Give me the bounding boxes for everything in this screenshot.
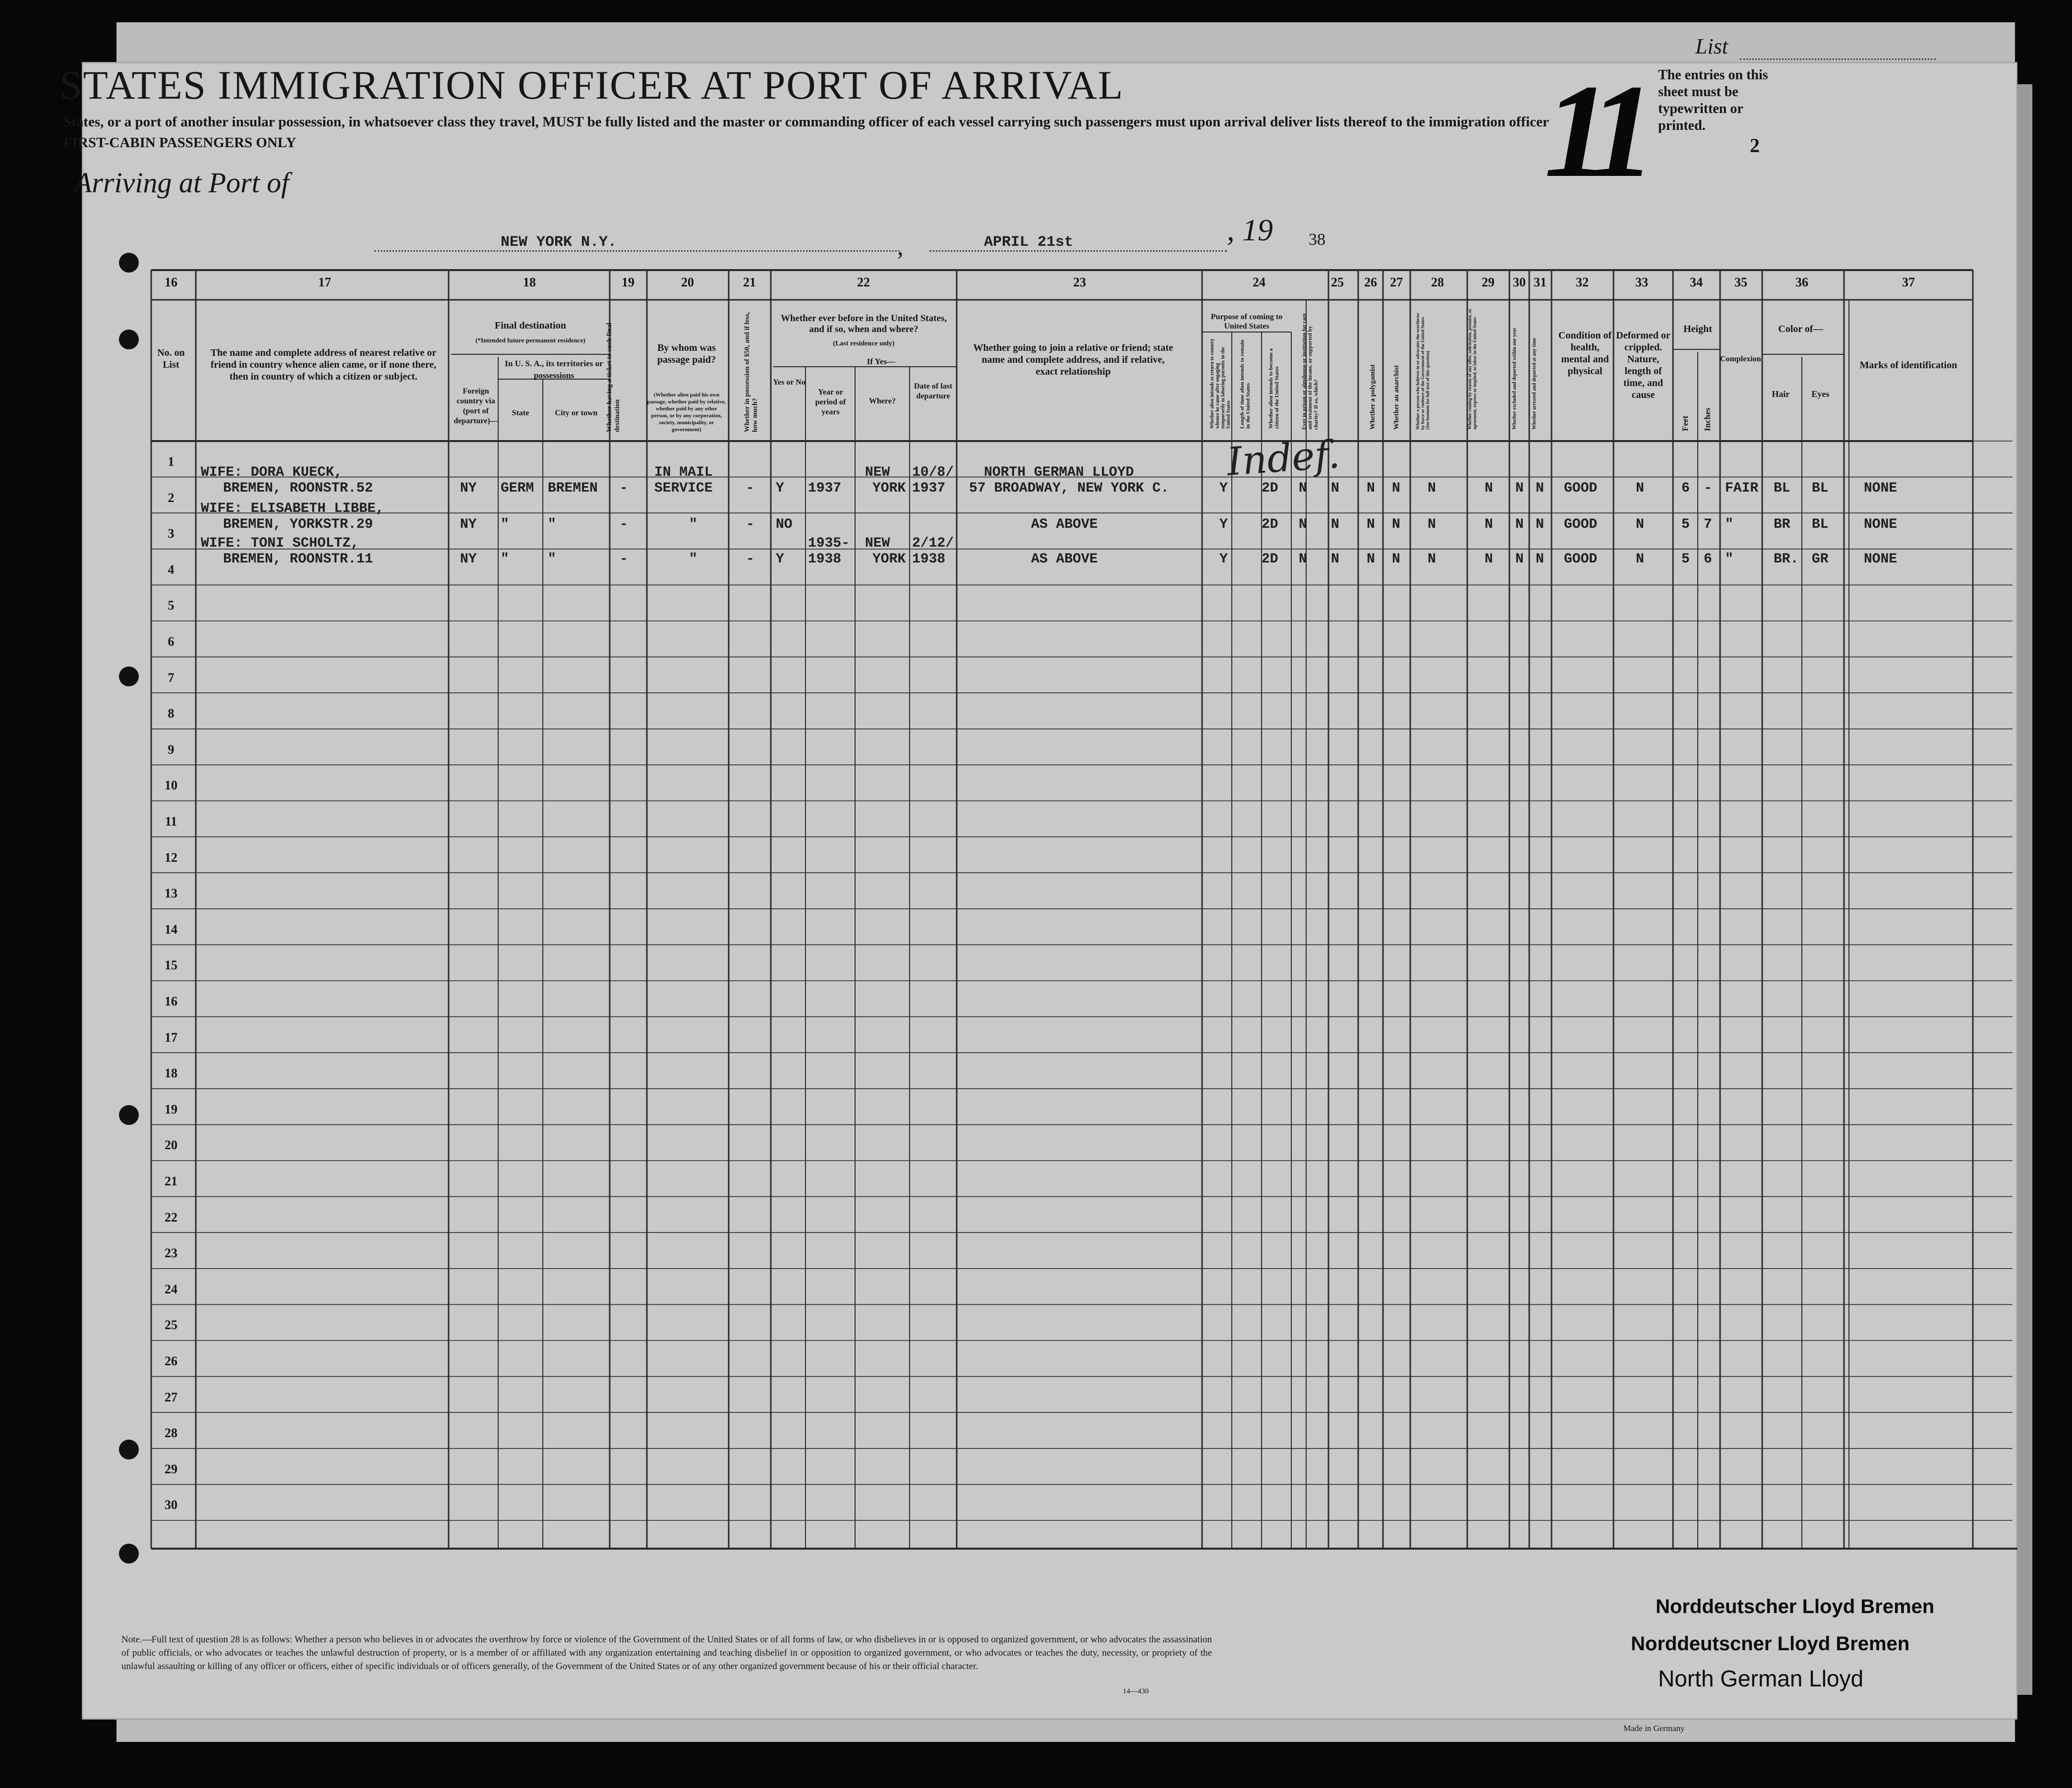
foreign-country-value: NY — [460, 481, 477, 496]
join-relative-value: AS ABOVE — [1031, 552, 1098, 567]
height-inches-value: 7 — [1704, 517, 1712, 532]
height-feet-value: 5 — [1681, 552, 1690, 567]
row-number: 10 — [165, 778, 177, 793]
column-number: 23 — [1073, 275, 1086, 289]
departure-value: 2/12/ — [912, 536, 954, 551]
header-question-28: Whether a person who believes in or advocates the overthrow by force or violence of the Government of the United States (See footnote for full text of this question) — [1415, 313, 1430, 430]
hair-value: BL — [1774, 481, 1790, 496]
ever-before-value: Y — [776, 481, 784, 496]
header-final-destination-sub: (*Intended future permanent residence) — [475, 336, 585, 344]
relative-address: BREMEN, YORKSTR.29 — [223, 517, 373, 532]
polygamist-value: N — [1367, 517, 1375, 532]
header-hair: Hair — [1772, 389, 1790, 399]
port-dotline — [374, 250, 900, 252]
join-relative-value: AS ABOVE — [1031, 517, 1098, 532]
relative-name: WIFE: ELISABETH LIBBE, — [201, 501, 384, 516]
excluded-value: N — [1515, 481, 1524, 496]
row-number: 4 — [168, 562, 174, 577]
join-relative-address: 57 BROADWAY, NEW YORK C. — [969, 481, 1169, 496]
column-number: 33 — [1635, 275, 1648, 289]
header-ever-before: Whether ever before in the United States, and if so, when and where? — [780, 313, 947, 335]
paid-by-value: IN MAIL — [654, 465, 713, 480]
port-value: NEW YORK N.Y. — [501, 234, 617, 251]
row-number: 28 — [165, 1426, 177, 1441]
column-number: 34 — [1690, 275, 1703, 289]
header-complexion: Complexion — [1720, 355, 1761, 363]
row-number: 23 — [165, 1246, 177, 1261]
deformed-value: N — [1636, 517, 1644, 532]
height-feet-value: 6 — [1681, 481, 1690, 496]
stamp-norddeutscher-1: Norddeutscher Lloyd Bremen — [1656, 1596, 1935, 1618]
date-value: APRIL 21st — [984, 234, 1074, 251]
period-value-2: 1938 — [808, 552, 842, 567]
marks-value: NONE — [1864, 517, 1898, 532]
question-28-value: N — [1428, 552, 1436, 567]
polygamist-value: N — [1367, 552, 1375, 567]
header-money: Whether in possession of $50, and if less, how much? — [744, 312, 759, 432]
header-color-of: Color of— — [1778, 324, 1823, 335]
header-citizen-intent: Whether alien intends to become a citizen of the United States — [1268, 348, 1280, 429]
return-intent-value: Y — [1219, 552, 1228, 567]
column-number: 20 — [681, 275, 694, 289]
row-number: 19 — [165, 1102, 177, 1117]
return-intent-value: Y — [1219, 481, 1228, 496]
where-value-2: YORK — [872, 481, 906, 496]
year-prefix: , 19 — [1227, 214, 1273, 247]
return-intent-value: Y — [1219, 517, 1228, 532]
polygamist-value: N — [1367, 481, 1375, 496]
prison-value: N — [1331, 552, 1339, 567]
height-inches-value: 6 — [1704, 552, 1712, 567]
city-value: BREMEN — [548, 481, 598, 496]
regulation-text: States, or a port of another insular possession, in whatsoever class they travel, MUST be fully listed and the master or commanding officer of each vessel carrying such passengers must upon arrival deliver lists thereof to the immigration officer — [63, 114, 1549, 130]
column-number: 19 — [622, 275, 634, 289]
where-value: NEW — [865, 465, 890, 480]
departure-value-2: 1937 — [912, 481, 946, 496]
hair-value: BR. — [1774, 552, 1799, 567]
entries-note: The entries on this sheet must be typewritten or printed. — [1658, 67, 1768, 133]
header-feet: Feet — [1680, 415, 1690, 431]
deported-value: N — [1536, 552, 1544, 567]
ever-before-value: NO — [776, 517, 793, 532]
height-feet-value: 5 — [1681, 517, 1690, 532]
state-value: " — [501, 552, 509, 567]
column-number: 22 — [857, 275, 870, 289]
header-return-intent: Whether alien intends to return to country whence he came after engaging temporarily in laboring pursuits in the United States — [1209, 338, 1231, 429]
header-passage-paid: By whom was passage paid? — [657, 342, 716, 365]
header-prison: Ever in prison or almshouse or institution for care and treatment of the insane, or supported by charity? If so, which? — [1301, 313, 1319, 430]
header-date-departure: Date of last departure — [914, 382, 953, 400]
foreign-country-value: NY — [460, 552, 477, 567]
form-number: 14—430 — [1123, 1687, 1149, 1695]
header-eyes: Eyes — [1811, 389, 1830, 399]
deformed-value: N — [1636, 552, 1644, 567]
column-number: 32 — [1576, 275, 1589, 289]
question-28-value: N — [1428, 481, 1436, 496]
row-number: 20 — [165, 1138, 177, 1153]
row-number: 16 — [165, 994, 177, 1008]
row-number: 12 — [165, 850, 177, 865]
column-number: 18 — [523, 275, 536, 289]
list-dotline — [1740, 58, 1936, 60]
citizen-intent-value: N — [1299, 481, 1307, 496]
column-number: 35 — [1734, 275, 1747, 289]
column-number: 17 — [318, 275, 331, 289]
column-number: 25 — [1331, 275, 1344, 289]
header-polygamist: Whether a polygamist — [1369, 364, 1377, 430]
row-number: 18 — [165, 1066, 177, 1081]
complexion-value: FAIR — [1725, 481, 1759, 496]
where-value-2: YORK — [872, 552, 906, 567]
row-number: 13 — [165, 886, 177, 901]
row-number: 30 — [165, 1498, 177, 1512]
year-suffix: 38 — [1309, 230, 1325, 249]
height-inches-value: - — [1704, 481, 1712, 496]
row-number: 29 — [165, 1461, 177, 1476]
complexion-value: " — [1725, 517, 1733, 532]
ever-before-value: Y — [776, 552, 784, 567]
health-value: GOOD — [1564, 481, 1598, 496]
marks-value: NONE — [1864, 481, 1898, 496]
header-state: State — [512, 409, 529, 417]
header-no-on-list: No. on List — [157, 347, 185, 370]
deported-value: N — [1536, 481, 1544, 496]
column-number: 30 — [1513, 275, 1526, 289]
row-number: 11 — [165, 814, 177, 829]
prison-value: N — [1331, 517, 1339, 532]
foreign-country-value: NY — [460, 517, 477, 532]
header-purpose: Purpose of coming to United States — [1210, 313, 1283, 331]
row-number: 14 — [165, 922, 177, 937]
period-value: 1935- — [808, 536, 850, 551]
relative-address: BREMEN, ROONSTR.52 — [223, 481, 373, 496]
header-nearest-relative: The name and complete address of nearest relative or friend in country whence alien came, or if none there, then in country of which a citizen or subject. — [210, 347, 437, 382]
money-value: - — [746, 481, 754, 496]
stamp-norddeutscher-2: Norddeutscner Lloyd Bremen — [1631, 1633, 1910, 1655]
header-yes-no: Yes or No — [773, 378, 806, 387]
where-value: NEW — [865, 536, 890, 551]
period-value: 1937 — [808, 481, 842, 496]
state-value: GERM — [501, 481, 534, 496]
column-number: 26 — [1364, 275, 1377, 289]
column-number: 29 — [1482, 275, 1495, 289]
row-number: 24 — [165, 1282, 177, 1296]
row-number: 3 — [168, 526, 174, 541]
anarchist-value: N — [1392, 517, 1400, 532]
header-length-stay: Length of time alien intends to remain in the United States — [1239, 339, 1251, 429]
row-number: 26 — [165, 1354, 177, 1368]
health-value: GOOD — [1564, 552, 1598, 567]
departure-value: 10/8/ — [912, 465, 954, 480]
header-foreign-country: Foreign country via (port of departure)— — [454, 387, 498, 425]
column-number: 21 — [743, 275, 756, 289]
complexion-value: " — [1725, 552, 1733, 567]
relative-address: BREMEN, ROONSTR.11 — [223, 552, 373, 567]
comma: , — [897, 232, 904, 260]
paid-by-value-2: SERVICE — [654, 481, 713, 496]
header-deported: Whether arrested and deported at any time — [1532, 337, 1537, 430]
health-value: GOOD — [1564, 517, 1598, 532]
paid-by-value: " — [689, 517, 697, 532]
header-period: Year or period of years — [815, 388, 846, 416]
header-height: Height — [1683, 324, 1712, 335]
relative-name: WIFE: TONI SCHOLTZ, — [201, 536, 359, 551]
citizen-intent-value: N — [1299, 552, 1307, 567]
length-stay-value: 2D — [1262, 481, 1278, 496]
deported-value: N — [1536, 517, 1544, 532]
question-28-value: N — [1428, 517, 1436, 532]
length-stay-value: 2D — [1262, 517, 1278, 532]
paid-by-value: " — [689, 552, 697, 567]
header-excluded: Whether excluded and deported within one year — [1512, 328, 1517, 430]
row-number: 25 — [165, 1318, 177, 1333]
eyes-value: BL — [1812, 481, 1829, 496]
excluded-value: N — [1515, 552, 1524, 567]
row-number: 8 — [168, 706, 174, 721]
footnote-question-28: Note.—Full text of question 28 is as follows: Whether a person who believes in or advocates the overthrow by force or violence of the Government of the United States or of all forms of law, or who disbelieves in or is opposed to organized government, or who advocates the assassination of public officials, or who advocates or teaches the unlawful destruction of property, or is a member of or affiliated with any organization entertaining and teaching disbelief in or opposition to organized government, or who advocates or teaches the duty, necessity, or propriety of the unlawful assaulting or killing of any officer or officers, either of specific individuals or of officers generally, of the Government of the United States or of any other organized government because of his or their official character. — [121, 1634, 1212, 1672]
money-value: - — [746, 552, 754, 567]
row-number: 9 — [168, 742, 174, 757]
column-number: 16 — [165, 275, 177, 289]
row-number: 22 — [165, 1210, 177, 1225]
header-if-yes: If Yes— — [866, 357, 896, 366]
row-number: 21 — [165, 1174, 177, 1188]
labor-offer-value: N — [1485, 552, 1493, 567]
marks-value: NONE — [1864, 552, 1898, 567]
date-dotline — [929, 250, 1227, 252]
list-number: 11 — [1544, 57, 1641, 205]
citizen-intent-value: N — [1299, 517, 1307, 532]
header-labor-offer: Whether coming by reason of any offer, solicitation, promise, or agreement, express or implied, to labor in the United States — [1467, 309, 1477, 430]
header-ticket: Whether having a ticket to such final destination — [606, 323, 621, 432]
handwritten-indef: Indef. — [1225, 432, 1341, 485]
city-value: " — [548, 517, 556, 532]
row-number: 27 — [165, 1390, 177, 1404]
header-ever-before-sub: (Last residence only) — [833, 340, 895, 347]
state-value: " — [501, 517, 509, 532]
class-line: FIRST-CABIN PASSENGERS ONLY — [63, 135, 296, 151]
header-join-relative: Whether going to join a relative or friend; state name and complete address, and if relative, exact relationship — [973, 342, 1173, 377]
header-health: Condition of health, mental and physical — [1558, 330, 1612, 377]
header-where: Where? — [869, 397, 896, 405]
anarchist-value: N — [1392, 481, 1400, 496]
header-passage-paid-sub: (Whether alien paid his own passage, whether paid by relative, whether paid by any other person, or by any corporation, society, municipality, or government) — [647, 392, 726, 433]
row-number: 2 — [168, 490, 174, 505]
money-value: - — [746, 517, 754, 532]
departure-value-2: 1938 — [912, 552, 946, 567]
list-label: List — [1695, 34, 1728, 58]
row-number: 1 — [168, 454, 174, 469]
length-stay-value: 2D — [1262, 552, 1278, 567]
column-number: 36 — [1795, 275, 1808, 289]
row-number: 6 — [168, 634, 174, 649]
column-number: 27 — [1390, 275, 1403, 289]
prison-value: N — [1331, 481, 1339, 496]
deformed-value: N — [1636, 481, 1644, 496]
column-number: 28 — [1431, 275, 1444, 289]
eyes-value: BL — [1812, 517, 1829, 532]
header-usa: In U. S. A., its territories or possessions — [505, 359, 603, 380]
join-relative-value: NORTH GERMAN LLOYD — [984, 465, 1134, 480]
header-inches: Inches — [1703, 407, 1712, 431]
row-number: 15 — [165, 958, 177, 973]
page-number: 2 — [1750, 134, 1760, 157]
row-number: 5 — [168, 598, 174, 613]
column-number: 24 — [1253, 275, 1266, 289]
relative-name: WIFE: DORA KUECK, — [201, 465, 343, 480]
excluded-value: N — [1515, 517, 1524, 532]
header-anarchist: Whether an anarchist — [1393, 365, 1400, 430]
header-final-destination: Final destination — [495, 320, 566, 331]
labor-offer-value: N — [1485, 517, 1493, 532]
header-marks: Marks of identification — [1859, 360, 1957, 371]
stamp-north-german-lloyd: North German Lloyd — [1658, 1666, 1864, 1691]
column-number: 31 — [1534, 275, 1547, 289]
ticket-value: - — [620, 517, 628, 532]
labor-offer-value: N — [1485, 481, 1493, 496]
anarchist-value: N — [1392, 552, 1400, 567]
ticket-value: - — [620, 552, 628, 567]
hair-value: BR — [1774, 517, 1790, 532]
column-number: 37 — [1902, 275, 1915, 289]
header-deformed: Deformed or crippled. Nature, length of time, and cause — [1616, 330, 1670, 400]
made-in-germany: Made in Germany — [1623, 1724, 1685, 1733]
city-value: " — [548, 552, 556, 567]
arriving-label: Arriving at Port of — [74, 167, 289, 199]
row-number: 17 — [165, 1030, 177, 1045]
row-number: 7 — [168, 670, 174, 685]
ticket-value: - — [620, 481, 628, 496]
header-city: City or town — [555, 409, 598, 417]
eyes-value: GR — [1812, 552, 1829, 567]
form-title: STATES IMMIGRATION OFFICER AT PORT OF ARRIVAL — [59, 62, 1124, 108]
